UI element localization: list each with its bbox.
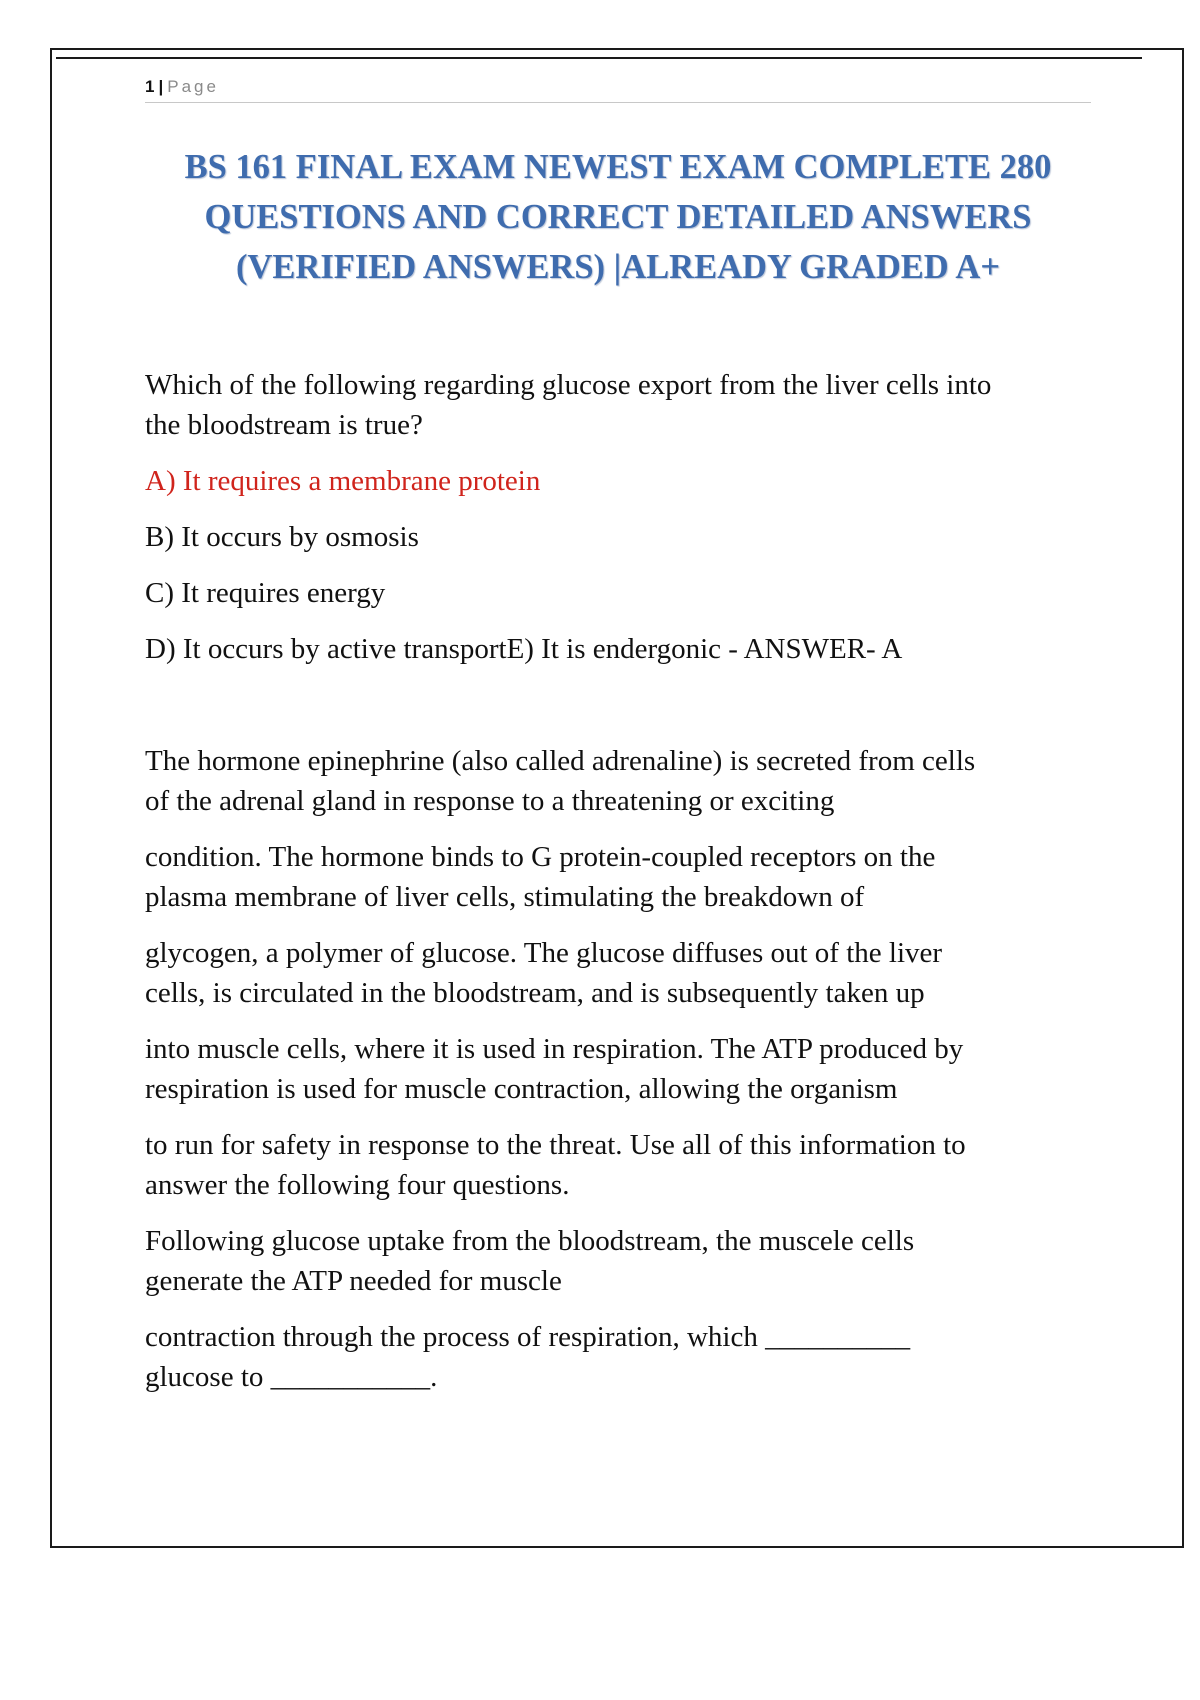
passage-line: glycogen, a polymer of glucose. The glucose diffuses out of the liver <box>145 937 943 969</box>
option-c: C) It requires energy <box>145 577 386 609</box>
passage-line: into muscle cells, where it is used in respiration. The ATP produced by <box>145 1033 964 1065</box>
title-line: QUESTIONS AND CORRECT DETAILED ANSWERS <box>204 198 1032 236</box>
document-title <box>130 142 1106 292</box>
question-1-prompt <box>145 365 1105 445</box>
passage-line: contraction through the process of respiration, which __________ <box>145 1321 911 1353</box>
passage-line: respiration is used for muscle contraction, allowing the organism <box>145 1073 898 1105</box>
option-b: B) It occurs by osmosis <box>145 521 419 553</box>
title-line: BS 161 FINAL EXAM NEWEST EXAM COMPLETE 280 <box>184 148 1052 186</box>
passage-line: of the adrenal gland in response to a threatening or exciting <box>145 785 835 817</box>
passage-line: Following glucose uptake from the bloodstream, the muscele cells <box>145 1225 915 1257</box>
passage-line: glucose to ___________. <box>145 1361 438 1393</box>
passage-line: generate the ATP needed for muscle <box>145 1265 562 1297</box>
option-d-e-answer: D) It occurs by active transportE) It is endergonic - ANSWER- A <box>145 633 903 665</box>
prompt-line: the bloodstream is true? <box>145 409 423 441</box>
passage-line: answer the following four questions. <box>145 1169 570 1201</box>
page-separator: | <box>158 77 164 96</box>
prompt-line: Which of the following regarding glucose export from the liver cells into <box>145 369 992 401</box>
title-line: (VERIFIED ANSWERS) |ALREADY GRADED A+ <box>236 248 1000 286</box>
option-a-correct: A) It requires a membrane protein <box>145 465 541 497</box>
epinephrine-passage <box>145 741 1105 1397</box>
page-label: Page <box>167 77 219 96</box>
passage-line: The hormone epinephrine (also called adrenaline) is secreted from cells <box>145 745 976 777</box>
page-header <box>145 74 1091 103</box>
passage-line: plasma membrane of liver cells, stimulating the breakdown of <box>145 881 865 913</box>
top-rule <box>56 57 1142 59</box>
document-body <box>145 365 1105 1397</box>
page-number: 1 <box>145 77 155 96</box>
passage-line: cells, is circulated in the bloodstream, and is subsequently taken up <box>145 977 925 1009</box>
passage-line: to run for safety in response to the threat. Use all of this information to <box>145 1129 966 1161</box>
passage-line: condition. The hormone binds to G protein-coupled receptors on the <box>145 841 936 873</box>
